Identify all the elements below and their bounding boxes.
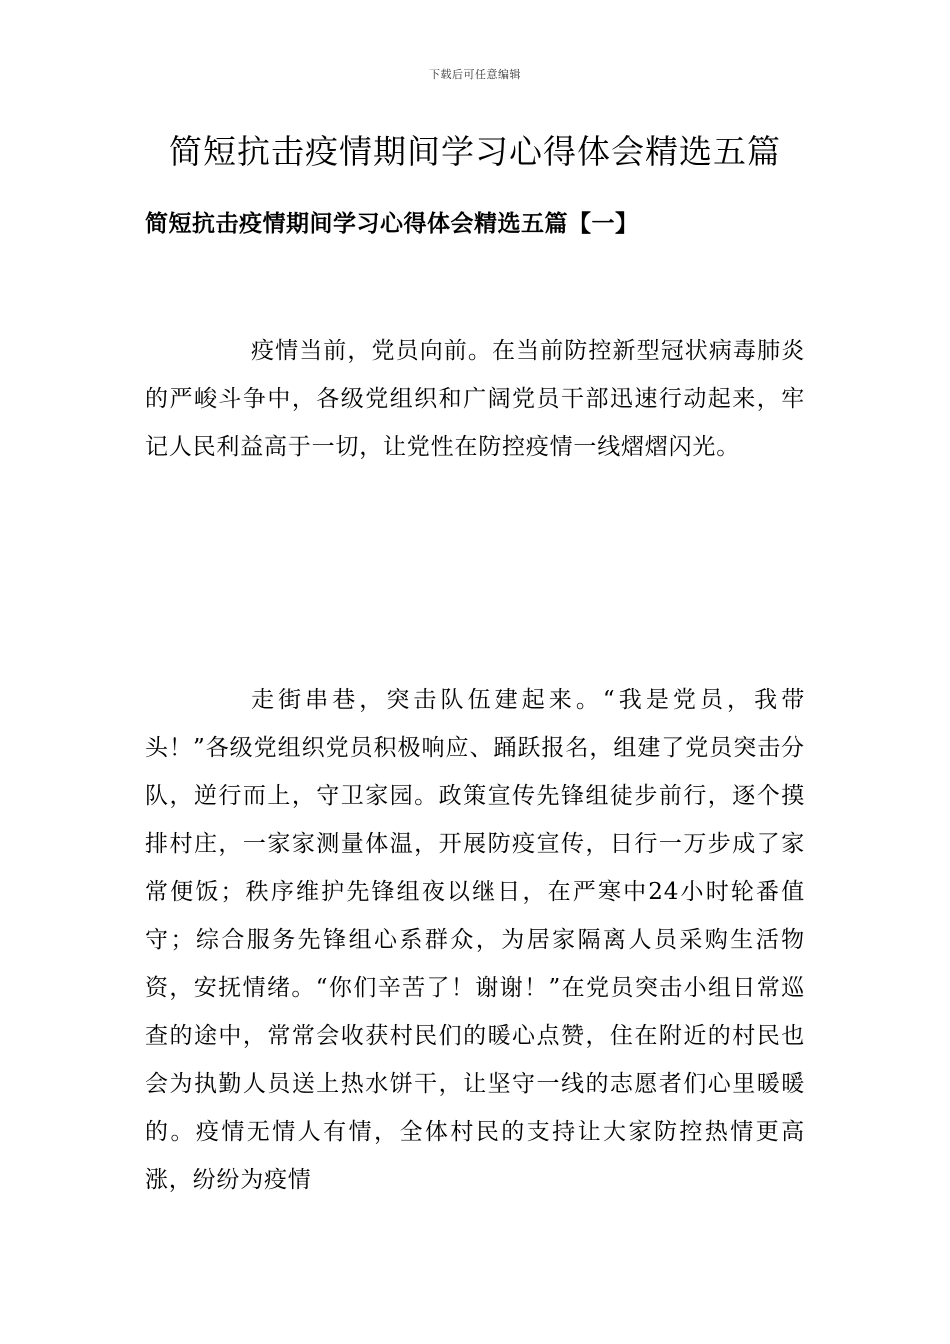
document-title: 简短抗击疫情期间学习心得体会精选五篇	[169, 132, 781, 171]
section-heading: 简短抗击疫情期间学习心得体会精选五篇【一】	[145, 210, 639, 237]
body-paragraph: 疫情当前，党员向前。在当前防控新型冠状病毒肺炎的严峻斗争中，各级党组织和广阔党员干部迅速行动起来，牢记人民利益高于一切，让党性在防控疫情一线熠熠闪光。	[145, 338, 805, 460]
body-paragraph: 走街串巷，突击队伍建起来。“我是党员，我带头！”各级党组织党员积极响应、踊跃报名，组建了党员突击分队，逆行而上，守卫家园。政策宣传先锋组徒步前行，逐个摸排村庄，一家家测量体温，开展防疫宣传，日行一万步成了家常便饭；秩序维护先锋组夜以继日，在严寒中24小时轮番值守；综合服务先锋组心系群众，为居家隔离人员采购生活物资，安抚情绪。“你们辛苦了！谢谢！”在党员突击小组日常巡查的途中，常常会收获村民们的暖心点赞，住在附近的村民也会为执勤人员送上热水饼干，让坚守一线的志愿者们心里暖暖的。疫情无情人有情，全体村民的支持让大家防控热情更高涨，纷纷为疫情	[145, 687, 805, 1193]
header-note: 下载后可任意编辑	[429, 68, 521, 81]
